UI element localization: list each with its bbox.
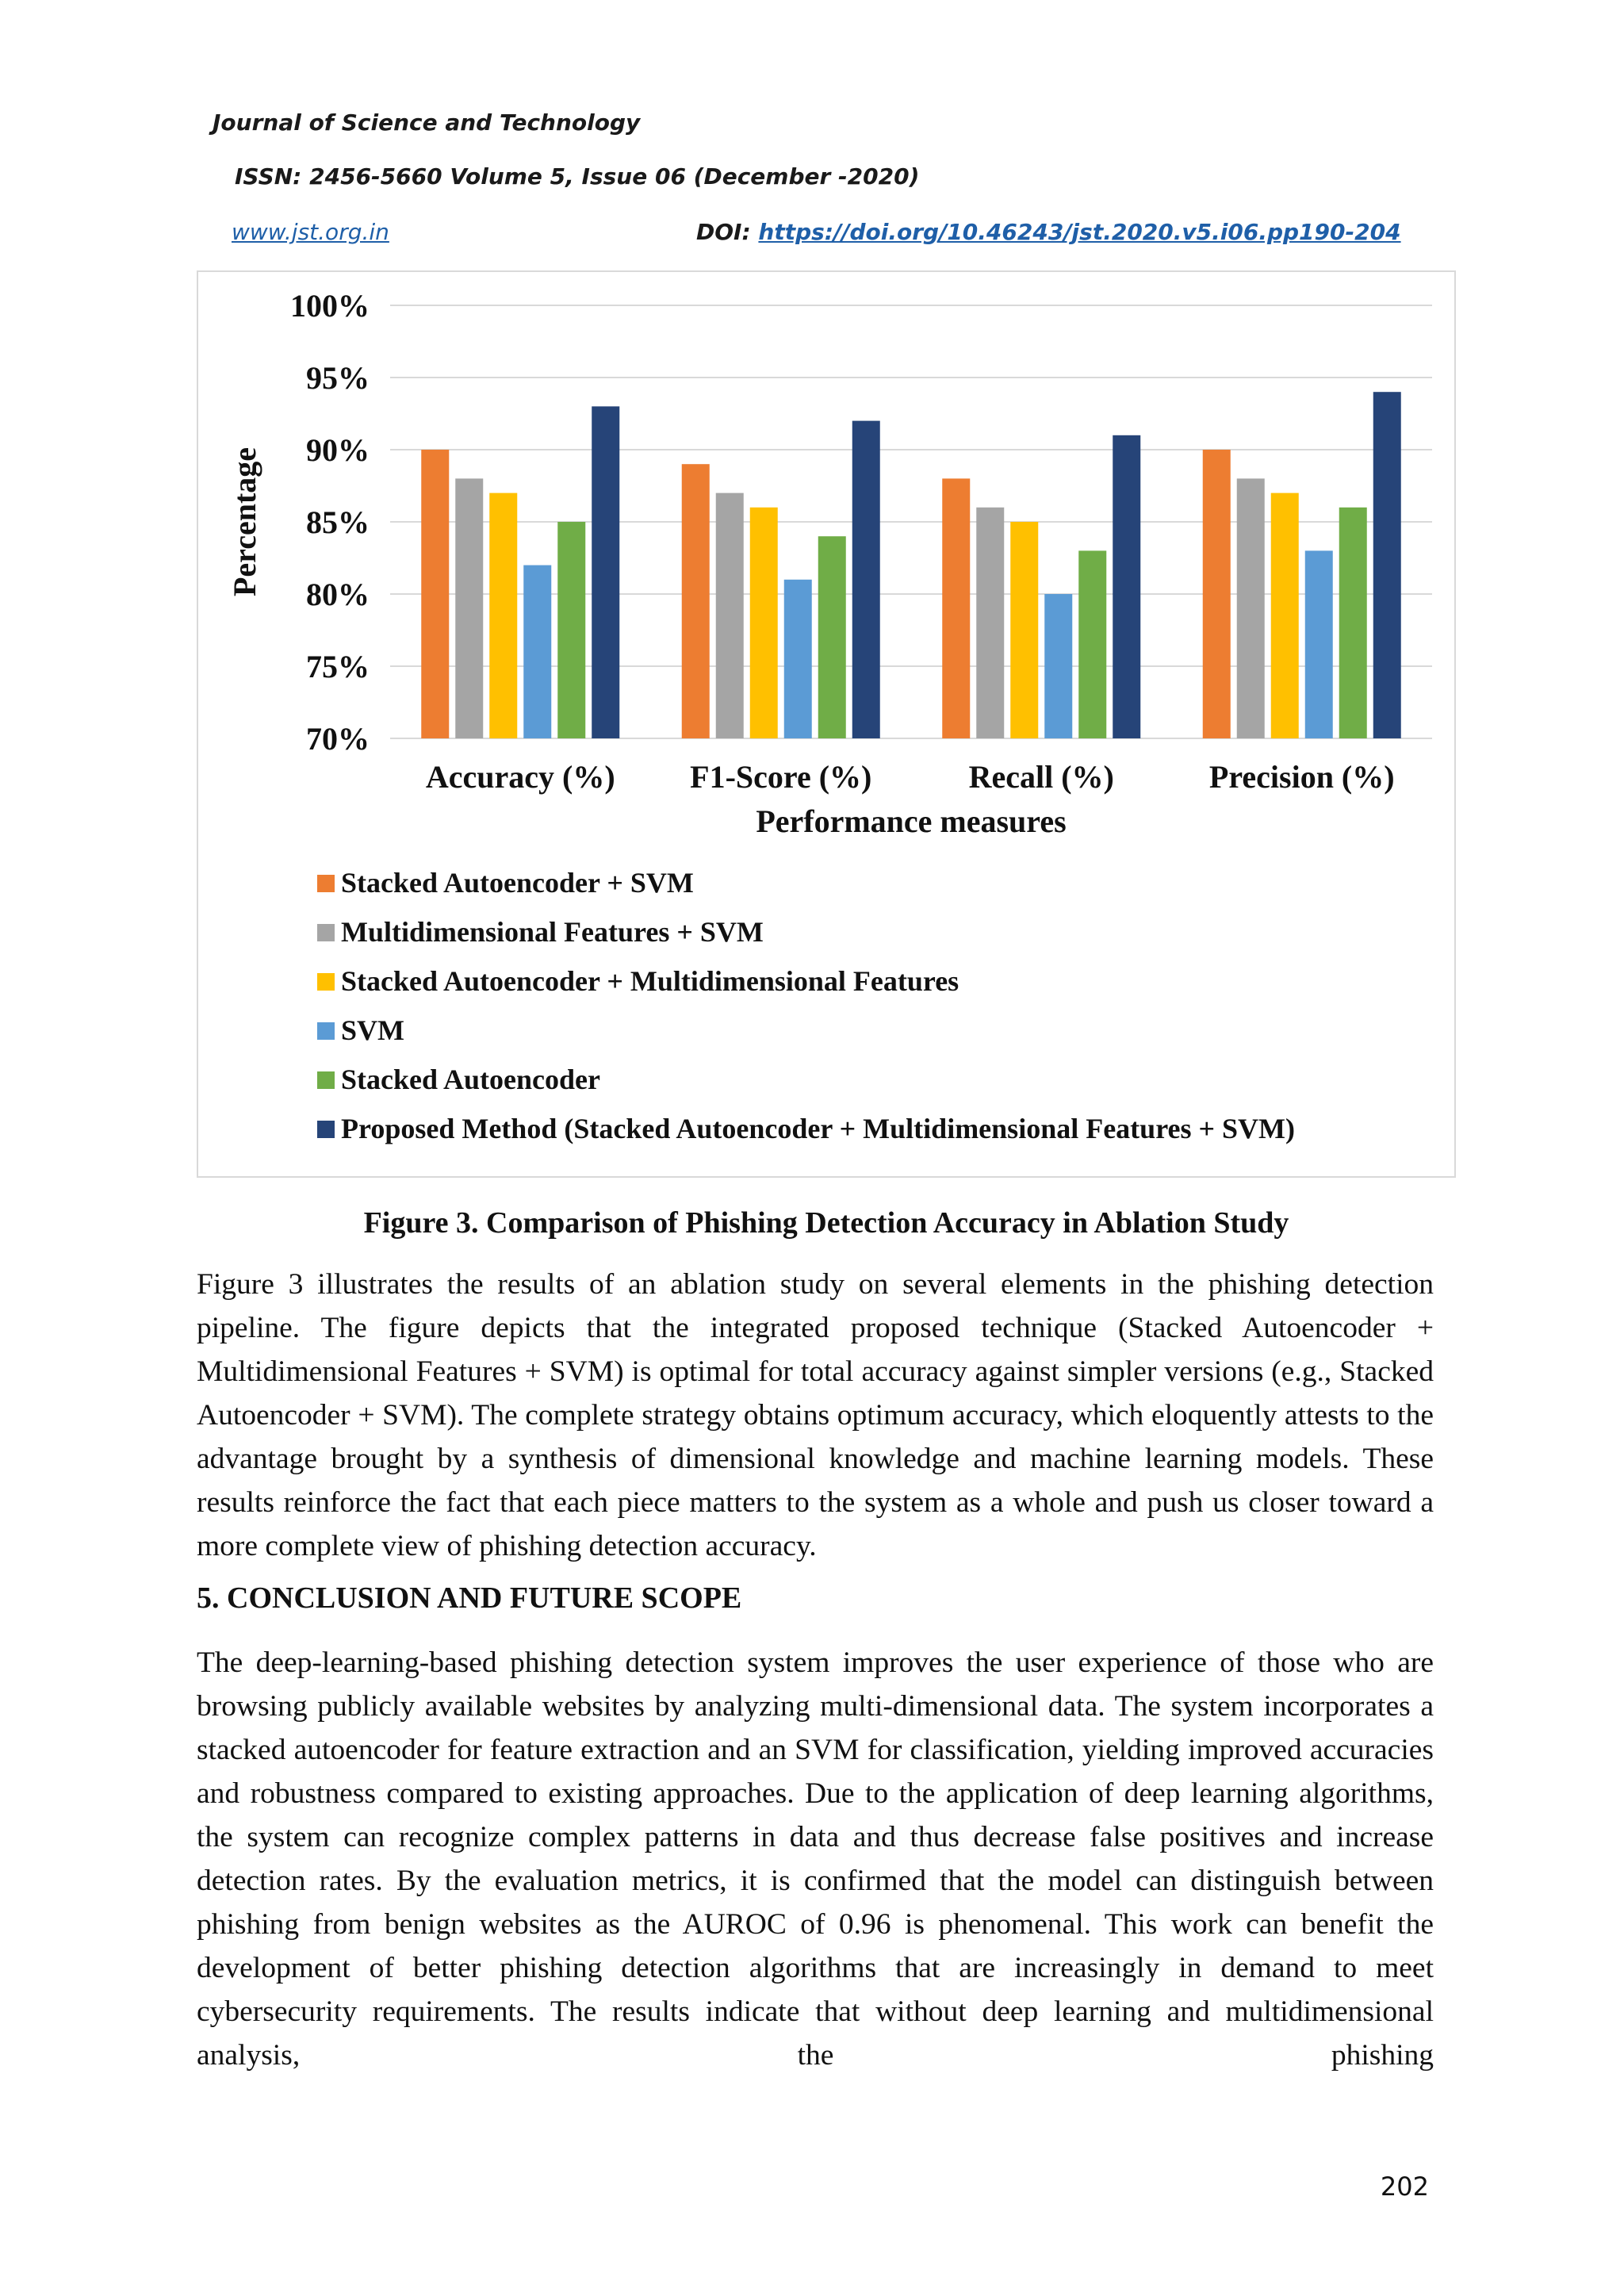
x-tick-label: Accuracy (%) xyxy=(425,759,615,795)
legend-label: Stacked Autoencoder xyxy=(341,1064,600,1095)
legend-swatch xyxy=(317,924,335,941)
bar xyxy=(818,536,846,738)
bar xyxy=(592,406,619,738)
legend-swatch xyxy=(317,973,335,991)
y-tick-label: 80% xyxy=(306,577,370,612)
legend-swatch xyxy=(317,1071,335,1089)
x-axis-title: Performance measures xyxy=(756,803,1067,839)
section-heading: 5. CONCLUSION AND FUTURE SCOPE xyxy=(197,1581,742,1615)
bar xyxy=(1010,522,1038,738)
chart-figure xyxy=(197,270,1456,1178)
y-tick-label: 90% xyxy=(306,432,370,468)
legend-label: Stacked Autoencoder + Multidimensional Features xyxy=(341,965,959,997)
bar xyxy=(1113,435,1140,738)
paragraph-conclusion: The deep-learning-based phishing detection system improves the user experience of those who are browsing publicly available websites by analyzing multi-dimensional data. The system incorporates a stacked autoencoder for feature extraction and an SVM for classification, yielding improved accuracies and robustness compared to existing approaches. Due to the application of deep learning algorithms, the system can recognize complex patterns in data and thus decrease false positives and increase detection rates. By the evaluation metrics, it is confirmed that the model can distinguish between phishing from benign websites as the AUROC of 0.96 is phenomenal. This work can benefit the development of better phishing detection algorithms that are increasingly in demand to meet cybersecurity requirements. The results indicate that without deep learning and multidimensional analysis, the phishing xyxy=(197,1646,1434,2072)
x-tick-label: Precision (%) xyxy=(1208,759,1395,795)
legend-swatch xyxy=(317,1022,335,1040)
journal-title: Journal of Science and Technology xyxy=(213,109,641,136)
paragraph-ablation: Figure 3 illustrates the results of an ablation study on several elements in the phishing detection pipeline. The figure depicts that the integrated proposed technique (Stacked Autoencoder + Multidimensional Features + SVM) is optimal for total accuracy against simpler versions (e.g., Stacked Autoencoder + SVM). The complete strategy obtains optimum accuracy, which eloquently attests to the advantage brought by a synthesis of dimensional knowledge and machine learning models. These results reinforce the fact that each piece matters to the system as a whole and push us closer toward a more complete view of phishing detection accuracy. xyxy=(197,1268,1434,1562)
doi-link[interactable]: https://doi.org/10.46243/jst.2020.v5.i06.pp190-204 xyxy=(758,219,1401,245)
bar xyxy=(523,565,551,738)
bar xyxy=(1373,392,1401,738)
bar xyxy=(421,450,449,738)
legend-label: SVM xyxy=(341,1014,404,1046)
y-tick-label: 85% xyxy=(306,504,370,540)
legend-label: Multidimensional Features + SVM xyxy=(341,916,764,948)
page-number: 202 xyxy=(1380,2171,1429,2202)
bar xyxy=(784,580,812,738)
y-axis-title: Percentage xyxy=(227,447,262,597)
bar xyxy=(557,522,585,738)
bar xyxy=(976,508,1004,738)
bar xyxy=(1203,450,1231,738)
bar xyxy=(489,493,517,738)
legend-label: Proposed Method (Stacked Autoencoder + Multidimensional Features + SVM) xyxy=(341,1113,1296,1144)
bar xyxy=(1305,550,1333,738)
figure-caption: Figure 3. Comparison of Phishing Detection Accuracy in Ablation Study xyxy=(363,1206,1289,1240)
bar xyxy=(1237,478,1265,738)
bar xyxy=(1044,594,1072,738)
y-tick-label: 70% xyxy=(306,721,370,757)
bar xyxy=(942,478,970,738)
legend-label: Stacked Autoencoder + SVM xyxy=(341,867,694,899)
doi-line xyxy=(696,219,1401,245)
website-link[interactable]: www.jst.org.in xyxy=(232,219,389,245)
bar xyxy=(852,421,880,738)
x-tick-label: Recall (%) xyxy=(968,759,1114,795)
bar xyxy=(1078,550,1106,738)
legend-swatch xyxy=(317,875,335,892)
bar xyxy=(750,508,778,738)
bar xyxy=(682,464,710,738)
bar xyxy=(1271,493,1299,738)
bar xyxy=(1339,508,1367,738)
issn-line: ISSN: 2456-5660 Volume 5, Issue 06 (December -2020) xyxy=(235,163,920,190)
bar-chart xyxy=(198,272,1454,1176)
bar xyxy=(455,478,483,738)
y-tick-label: 75% xyxy=(306,649,370,684)
x-tick-label: F1-Score (%) xyxy=(690,759,872,795)
y-tick-label: 100% xyxy=(290,288,370,324)
y-tick-label: 95% xyxy=(306,360,370,396)
legend-swatch xyxy=(317,1121,335,1138)
bar xyxy=(716,493,744,738)
doi-label: DOI: xyxy=(696,219,751,245)
